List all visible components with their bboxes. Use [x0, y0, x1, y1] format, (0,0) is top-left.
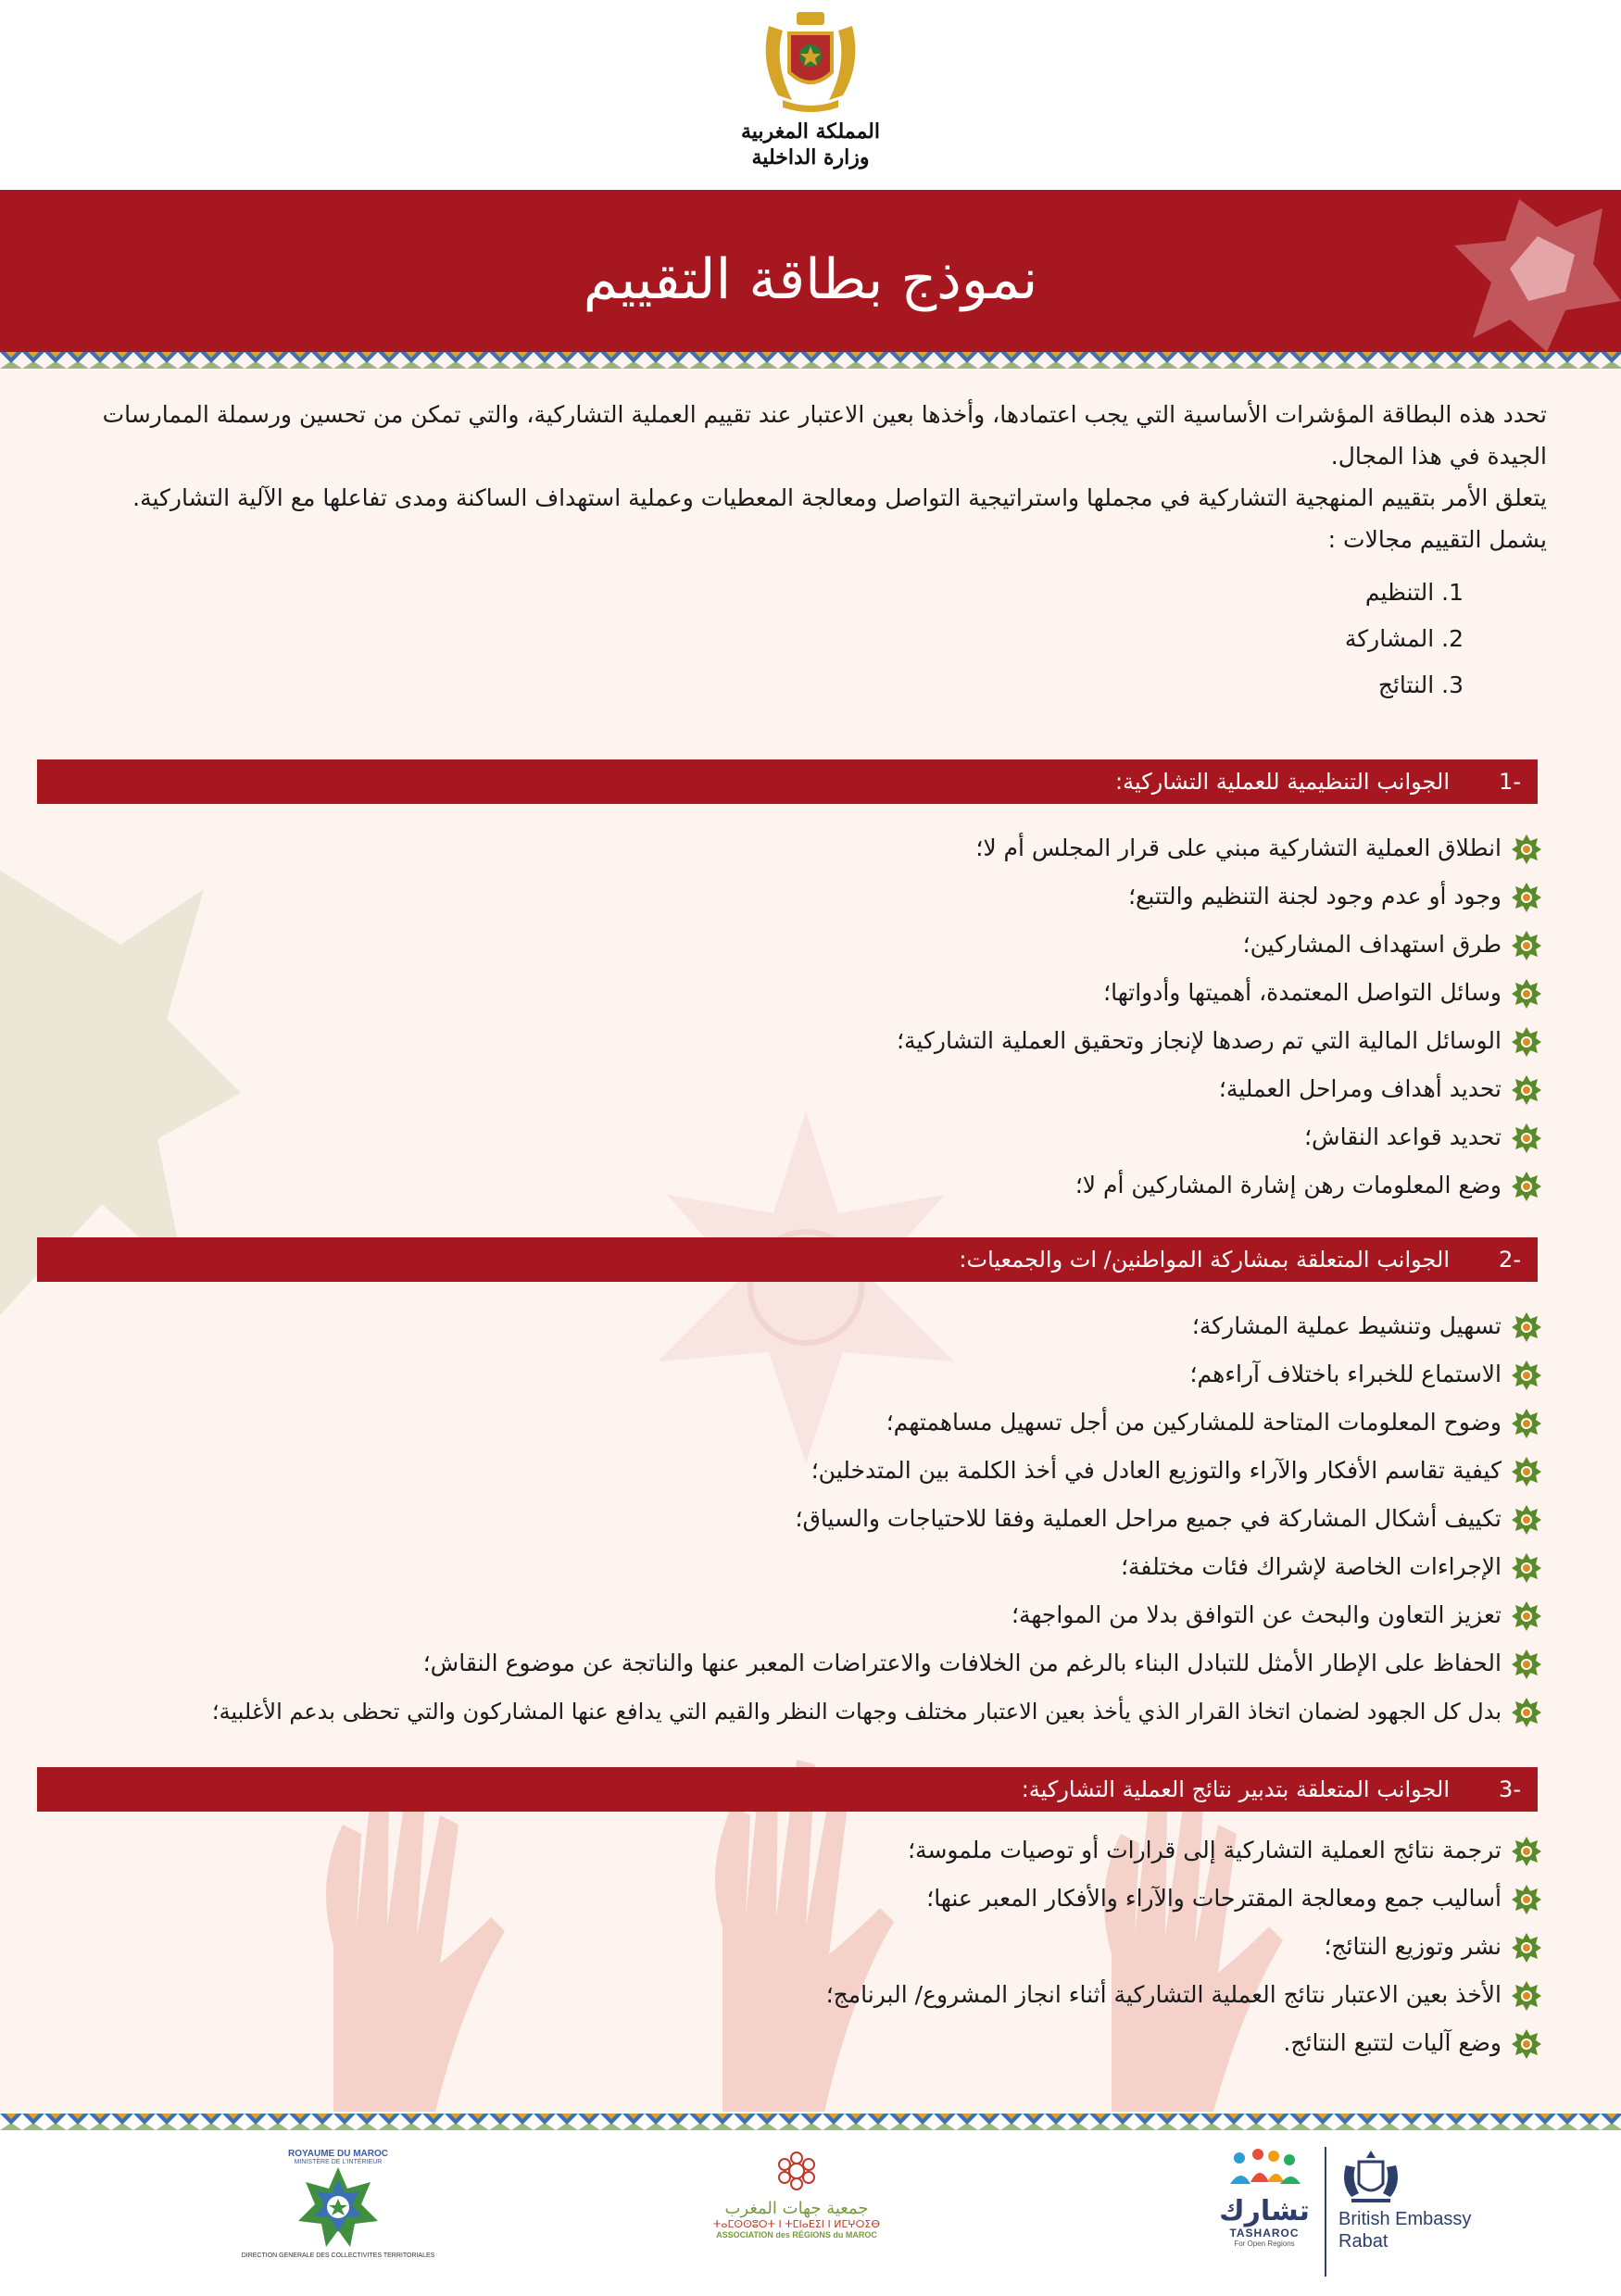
criterion-text: نشر وتوزيع النتائج؛ [1324, 1933, 1502, 1960]
list-item [60, 1447, 1542, 1495]
ornamental-border [0, 352, 1621, 369]
flower-bullet-icon [1511, 1456, 1542, 1487]
logo-text: TASHAROC [1229, 2227, 1300, 2240]
flower-bullet-icon [1511, 1884, 1542, 1915]
list-item [60, 824, 1542, 872]
criterion-text: تعزيز التعاون والبحث عن التوافق بدلا من المواجهة؛ [1012, 1601, 1502, 1628]
section-header-organization [37, 759, 1538, 804]
flower-bullet-icon [1511, 1980, 1542, 2012]
ministry-star-icon [296, 2165, 380, 2249]
page-title: نموذج بطاقة التقييم [583, 247, 1038, 312]
ministry-logo [232, 2149, 445, 2288]
intro-block [83, 394, 1547, 709]
criterion-text: تحديد أهداف ومراحل العملية؛ [1218, 1075, 1502, 1102]
logo-text: ASSOCIATION des RÉGIONS du MAROC [716, 2230, 877, 2240]
section-number: -1 [1499, 769, 1521, 795]
criterion-text: وجود أو عدم وجود لجنة التنظيم والتتبع؛ [1128, 883, 1502, 910]
domains-lead: يشمل التقييم مجالات : [1327, 526, 1547, 553]
criterion-text: الوسائل المالية التي تم رصدها لإنجاز وتحقيق العملية التشاركية؛ [897, 1027, 1502, 1054]
logo-text: MINISTÈRE DE L'INTÉRIEUR [294, 2159, 383, 2165]
list-item [60, 1971, 1542, 2019]
domains-list [83, 570, 1547, 709]
logo-text: ⵜⴰⵎⵙⵙⵓⵔⵜ ⵏ ⵜⵎⵏⴰⴹⵉⵏ ⵏ ⵍⵎⵖⵔⵉⴱ [712, 2218, 881, 2230]
section-title: الجوانب المتعلقة بتدبير نتائج العملية التشاركية: [1021, 1776, 1450, 1802]
criterion-text: الحفاظ على الإطار الأمثل للتبادل البناء بالرغم من الخلافات والاعتراضات المعبر عنها والناتجة عن موضوع النقاش؛ [422, 1650, 1502, 1676]
list-item [60, 1543, 1542, 1591]
list-item [60, 1065, 1542, 1113]
flower-bullet-icon [1511, 1311, 1542, 1343]
royal-arms-icon [1338, 2147, 1403, 2204]
logo-text: Rabat [1338, 2231, 1389, 2252]
section-number: -3 [1499, 1776, 1521, 1802]
british-embassy-logo [1338, 2147, 1487, 2286]
list-item [60, 1495, 1542, 1543]
organization-criteria-list [60, 824, 1542, 1210]
intro-paragraph: تحدد هذه البطاقة المؤشرات الأساسية التي يجب اعتمادها، وأخذها بعين الاعتبار عند تقييم العملية التشاركية، والتي تمكن من تحسين ورسملة الممارسات الجيدة في هذا المجال. [102, 401, 1547, 470]
logo-text: جمعية جهات المغرب [724, 2199, 869, 2218]
flower-bullet-icon [1511, 1649, 1542, 1680]
logo-divider [1325, 2147, 1326, 2277]
flower-bullet-icon [1511, 1552, 1542, 1584]
list-item [60, 1113, 1542, 1161]
logo-text: DIRECTION GENERALE DES COLLECTIVITES TERRITORIALES [241, 2252, 435, 2259]
list-item [60, 872, 1542, 921]
list-item: 1. التنظيم [1364, 579, 1464, 606]
section-title: الجوانب التنظيمية للعملية التشاركية: [1115, 769, 1450, 795]
criterion-text: وسائل التواصل المعتمدة، أهميتها وأدواتها؛ [1103, 979, 1502, 1006]
criterion-text: وضع المعلومات رهن إشارة المشاركين أم لا؛ [1074, 1172, 1502, 1198]
flower-bullet-icon [1511, 978, 1542, 1010]
results-criteria-list [60, 1826, 1542, 2067]
list-item [60, 969, 1542, 1017]
list-item [60, 1399, 1542, 1447]
criterion-text: الاستماع للخبراء باختلاف آراءهم؛ [1189, 1361, 1502, 1387]
list-item [60, 1687, 1542, 1736]
logo-text: تشارك [1219, 2195, 1310, 2227]
flower-bullet-icon [1511, 1123, 1542, 1154]
criterion-text: بدل كل الجهود لضمان اتخاذ القرار الذي يأخذ بعين الاعتبار مختلف وجهات النظر والقيم التي يدافع عنها المشاركون والتي تحظى بدعم الأغلبية؛ [211, 1699, 1502, 1725]
criterion-text: انطلاق العملية التشاركية مبني على قرار المجلس أم لا؛ [975, 834, 1502, 861]
criterion-text: الأخذ بعين الاعتبار نتائج العملية التشاركية أثناء انجاز المشروع/ البرنامج؛ [825, 1981, 1502, 2008]
ministry-heading [0, 119, 1621, 170]
flower-bullet-icon [1511, 1026, 1542, 1058]
list-item [60, 1923, 1542, 1971]
flower-bullet-icon [1511, 930, 1542, 961]
participation-criteria-list [60, 1302, 1542, 1736]
section-title: الجوانب المتعلقة بمشاركة المواطنين/ ات والجمعيات: [959, 1247, 1450, 1273]
flower-bullet-icon [1511, 1171, 1542, 1202]
coat-of-arms-icon [750, 7, 871, 119]
list-item: 3. النتائج [1377, 671, 1464, 698]
flower-bullet-icon [1511, 1074, 1542, 1106]
flower-bullet-icon [1511, 882, 1542, 913]
flower-logo-icon [769, 2147, 824, 2195]
criterion-text: وضع آليات لتتبع النتائج. [1283, 2029, 1502, 2056]
criterion-text: تسهيل وتنشيط عملية المشاركة؛ [1191, 1312, 1502, 1339]
flower-bullet-icon [1511, 1360, 1542, 1391]
tasharoc-logo [1213, 2147, 1315, 2286]
flower-bullet-icon [1511, 1408, 1542, 1439]
section-header-participation [37, 1237, 1538, 1282]
list-item [60, 1639, 1542, 1687]
flower-bullet-icon [1511, 834, 1542, 865]
logo-text: ROYAUME DU MAROC [288, 2149, 388, 2159]
list-item [60, 1591, 1542, 1639]
criterion-text: أساليب جمع ومعالجة المقترحات والآراء والأفكار المعبر عنها؛ [926, 1885, 1502, 1912]
flower-bullet-icon [1511, 1932, 1542, 1964]
criterion-text: تحديد قواعد النقاش؛ [1304, 1123, 1502, 1150]
list-item [60, 1350, 1542, 1399]
ornamental-border [0, 2114, 1621, 2130]
list-item [60, 921, 1542, 969]
criterion-text: الإجراءات الخاصة لإشراك فئات مختلفة؛ [1121, 1553, 1502, 1580]
list-item [60, 1826, 1542, 1875]
list-item [60, 1161, 1542, 1210]
logo-text: For Open Regions [1234, 2240, 1295, 2248]
criterion-text: طرق استهداف المشاركين؛ [1242, 931, 1502, 958]
list-item [60, 2019, 1542, 2067]
section-number: -2 [1499, 1247, 1521, 1273]
criterion-text: ترجمة نتائج العملية التشاركية إلى قرارات أو توصيات ملموسة؛ [908, 1837, 1502, 1863]
criterion-text: كيفية تقاسم الأفكار والآراء والتوزيع العادل في أخذ الكلمة بين المتدخلين؛ [810, 1457, 1502, 1484]
regions-association-logo [704, 2147, 889, 2286]
criterion-text: وضوح المعلومات المتاحة للمشاركين من أجل تسهيل مساهمتهم؛ [886, 1409, 1502, 1436]
criterion-text: تكييف أشكال المشاركة في جميع مراحل العملية وفقا للاحتياجات والسياق؛ [795, 1505, 1502, 1532]
logo-text: British Embassy [1338, 2209, 1472, 2229]
list-item [60, 1017, 1542, 1065]
section-header-results [37, 1767, 1538, 1812]
list-item [60, 1302, 1542, 1350]
flower-bullet-icon [1511, 1836, 1542, 1867]
list-item: 2. المشاركة [1344, 625, 1464, 652]
people-logo-icon [1223, 2147, 1306, 2193]
flower-bullet-icon [1511, 1600, 1542, 1632]
flower-bullet-icon [1511, 1697, 1542, 1728]
ministry-name: وزارة الداخلية [751, 145, 870, 169]
flower-bullet-icon [1511, 1504, 1542, 1536]
intro-paragraph: يتعلق الأمر بتقييم المنهجية التشاركية في مجملها واستراتيجية التواصل ومعالجة المعطيات وعملية استهداف الساكنة ومدى تفاعلها مع الآلية التشاركية. [132, 484, 1547, 511]
flower-bullet-icon [1511, 2028, 1542, 2060]
list-item [60, 1875, 1542, 1923]
title-banner [0, 190, 1621, 352]
kingdom-name: المملكة المغربية [741, 119, 880, 144]
